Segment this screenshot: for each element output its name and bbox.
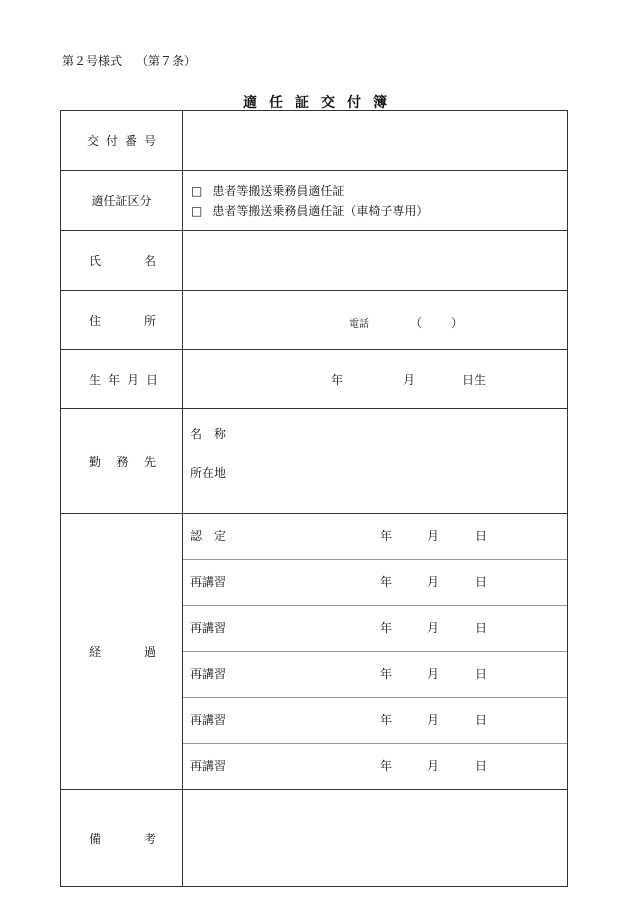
- label-workplace: 勤 務 先: [61, 409, 183, 514]
- label-remarks: 備 考: [61, 790, 183, 887]
- history-entry[interactable]: 認 定 年 月 日: [183, 514, 567, 560]
- field-remarks[interactable]: [183, 790, 568, 887]
- phone-label: 電話: [349, 319, 369, 330]
- title-char: 交: [321, 95, 335, 111]
- form-number: [62, 52, 196, 69]
- checkbox-icon[interactable]: □: [191, 203, 203, 218]
- history-entry[interactable]: 再講習 年 月 日: [183, 560, 567, 606]
- birth-day-unit: 日生: [462, 373, 487, 387]
- title-char: 付: [347, 95, 361, 111]
- workplace-name-label: 名 称: [190, 427, 227, 441]
- history-entry[interactable]: 再講習 年 月 日: [183, 652, 567, 698]
- row-remarks: [61, 790, 568, 887]
- row-history: [61, 514, 568, 790]
- field-workplace[interactable]: [183, 409, 568, 514]
- field-birth[interactable]: [183, 350, 568, 409]
- title-char: 適: [243, 95, 257, 111]
- row-name: [61, 231, 568, 291]
- label-cert-type: 適任証区分: [61, 171, 183, 231]
- row-issue-number: [61, 111, 568, 171]
- row-workplace: [61, 409, 568, 514]
- phone-paren-open: （: [410, 316, 423, 330]
- label-address: 住 所: [61, 291, 183, 350]
- label-name: 氏 名: [61, 231, 183, 291]
- phone-paren-close: ）: [451, 316, 464, 330]
- birth-year-unit: 年: [331, 373, 344, 387]
- title-char: 証: [295, 95, 309, 111]
- history-entry[interactable]: 再講習 年 月 日: [190, 759, 488, 773]
- history-entry[interactable]: 再講習 年 月 日: [183, 606, 567, 652]
- label-issue-number: 交 付 番 号: [61, 111, 183, 171]
- field-history: [183, 514, 568, 790]
- label-birth: 生 年 月 日: [61, 350, 183, 409]
- field-address[interactable]: [183, 291, 568, 350]
- row-address: [61, 291, 568, 350]
- history-entry[interactable]: 再講習 年 月 日: [183, 698, 567, 744]
- row-cert-type: [61, 171, 568, 231]
- article-reference: （第７条）: [136, 54, 197, 68]
- ledger-table: [60, 110, 568, 887]
- cert-option-wheelchair[interactable]: □ 患者等搬送乗務員適任証（車椅子専用）: [191, 203, 429, 218]
- birth-month-unit: 月: [403, 373, 416, 387]
- cert-option-standard[interactable]: □ 患者等搬送乗務員適任証: [191, 183, 345, 198]
- page-title: [0, 92, 630, 112]
- checkbox-icon[interactable]: □: [191, 183, 203, 198]
- workplace-location-label: 所在地: [190, 466, 227, 480]
- field-name[interactable]: [183, 231, 568, 291]
- field-issue-number[interactable]: [183, 111, 568, 171]
- row-birth: [61, 350, 568, 409]
- title-char: 任: [269, 95, 283, 111]
- field-cert-type: [183, 171, 568, 231]
- title-char: 簿: [373, 95, 387, 111]
- label-history: 経 過: [61, 514, 183, 790]
- form-number-label: 第２号様式: [62, 54, 123, 68]
